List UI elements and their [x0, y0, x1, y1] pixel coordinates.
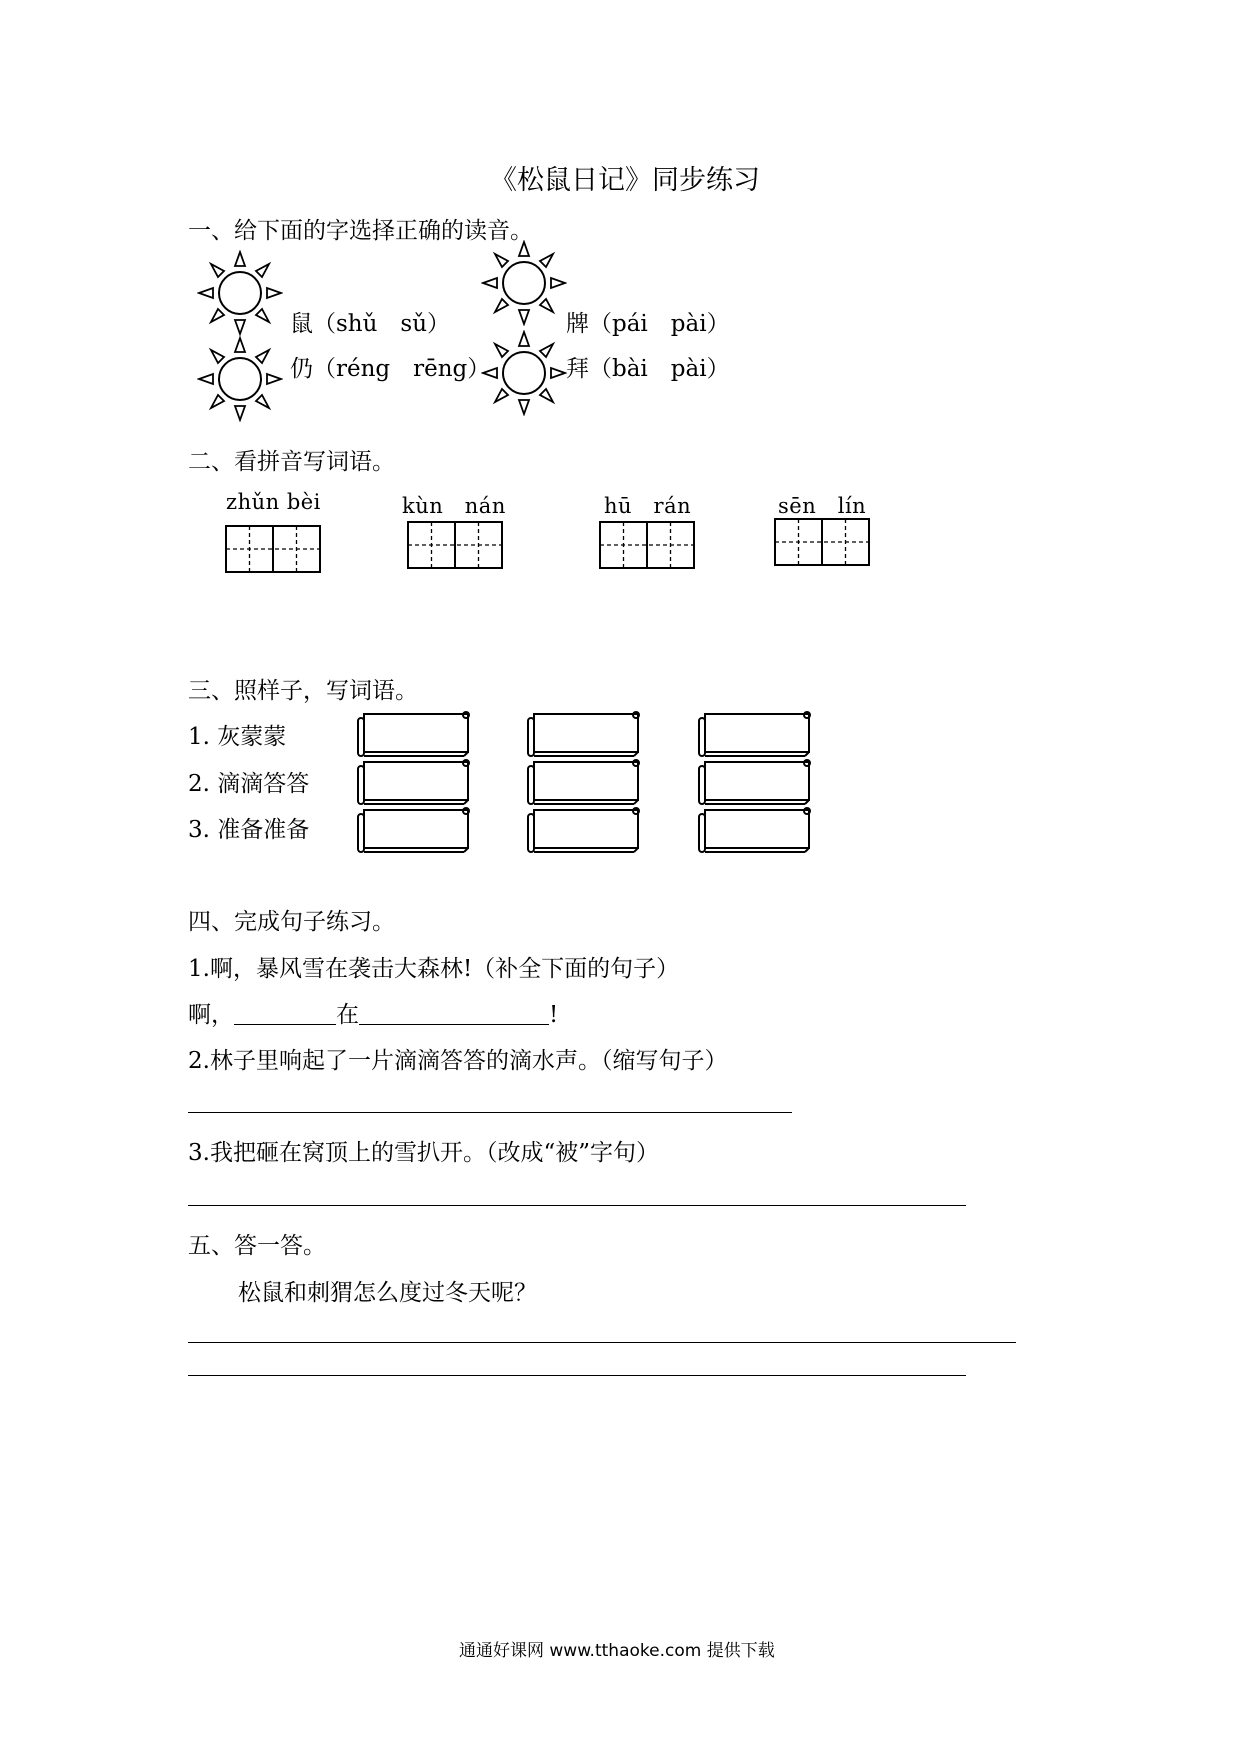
page-title: 《松鼠日记》同步练习 [490, 165, 760, 196]
question-3: 3.我把砸在窝顶上的雪扒开。（改成“被”字句） [188, 1140, 659, 1166]
example-word: 3. 准备准备 [188, 817, 310, 843]
pinyin-options[interactable]: （réng rēng） [313, 356, 491, 382]
answer-scroll-box[interactable] [356, 758, 472, 806]
answer-scroll-box[interactable] [697, 710, 813, 758]
answer-line[interactable] [188, 1342, 1016, 1343]
pinyin-options[interactable]: （pái pài） [589, 311, 730, 337]
footer-credit: 通通好课网 www.tthaoke.com 提供下载 [459, 1641, 775, 1661]
sentence-end: ! [549, 1002, 559, 1028]
answer-scroll-box[interactable] [526, 806, 642, 854]
character: 牌 [566, 311, 589, 337]
answer-scroll-box[interactable] [697, 806, 813, 854]
sun-icon [481, 240, 567, 326]
section-1-heading: 一、给下面的字选择正确的读音。 [188, 218, 533, 244]
sun-icon [481, 330, 567, 416]
answer-line[interactable] [188, 1112, 792, 1113]
pinyin-label: zhǔn bèi [226, 490, 321, 514]
section-4-heading: 四、完成句子练习。 [188, 909, 395, 935]
writing-grid[interactable] [407, 521, 503, 569]
answer-scroll-box[interactable] [697, 758, 813, 806]
section-3-heading: 三、照样子，写词语。 [188, 678, 418, 704]
pronunciation-item [290, 350, 490, 383]
example-word: 2. 滴滴答答 [188, 771, 310, 797]
pronunciation-item [566, 305, 730, 338]
blank-line[interactable] [359, 1002, 549, 1025]
sentence-prefix: 啊， [188, 1002, 234, 1028]
answer-scroll-box[interactable] [356, 806, 472, 854]
pinyin-options[interactable]: （bài pài） [589, 356, 730, 382]
section-5-heading: 五、答一答。 [188, 1233, 326, 1259]
example-word: 1. 灰蒙蒙 [188, 724, 287, 750]
sun-icon [197, 250, 283, 336]
pinyin-label: kùn nán [402, 494, 506, 518]
answer-scroll-box[interactable] [526, 758, 642, 806]
sun-icon [197, 336, 283, 422]
writing-grid[interactable] [774, 518, 870, 566]
pinyin-options[interactable]: （shǔ sǔ） [313, 311, 451, 337]
fill-in-sentence [188, 996, 558, 1029]
character: 仍 [290, 356, 313, 382]
pronunciation-item [290, 305, 450, 338]
question: 松鼠和刺猬怎么度过冬天呢？ [238, 1280, 537, 1306]
question-2: 2.林子里响起了一片滴滴答答的滴水声。（缩写句子） [188, 1048, 728, 1074]
writing-grid[interactable] [599, 521, 695, 569]
sentence-middle: 在 [336, 1002, 359, 1028]
answer-line[interactable] [188, 1205, 966, 1206]
character: 拜 [566, 356, 589, 382]
pinyin-label: hū rán [604, 494, 692, 518]
section-2-heading: 二、看拼音写词语。 [188, 449, 395, 475]
blank-line[interactable] [234, 1002, 336, 1025]
answer-scroll-box[interactable] [356, 710, 472, 758]
question-1: 1.啊，暴风雪在袭击大森林!（补全下面的句子） [188, 956, 680, 982]
character: 鼠 [290, 311, 313, 337]
answer-scroll-box[interactable] [526, 710, 642, 758]
pinyin-label: sēn lín [778, 494, 867, 518]
answer-line[interactable] [188, 1375, 966, 1376]
pronunciation-item [566, 350, 730, 383]
writing-grid[interactable] [225, 525, 321, 573]
